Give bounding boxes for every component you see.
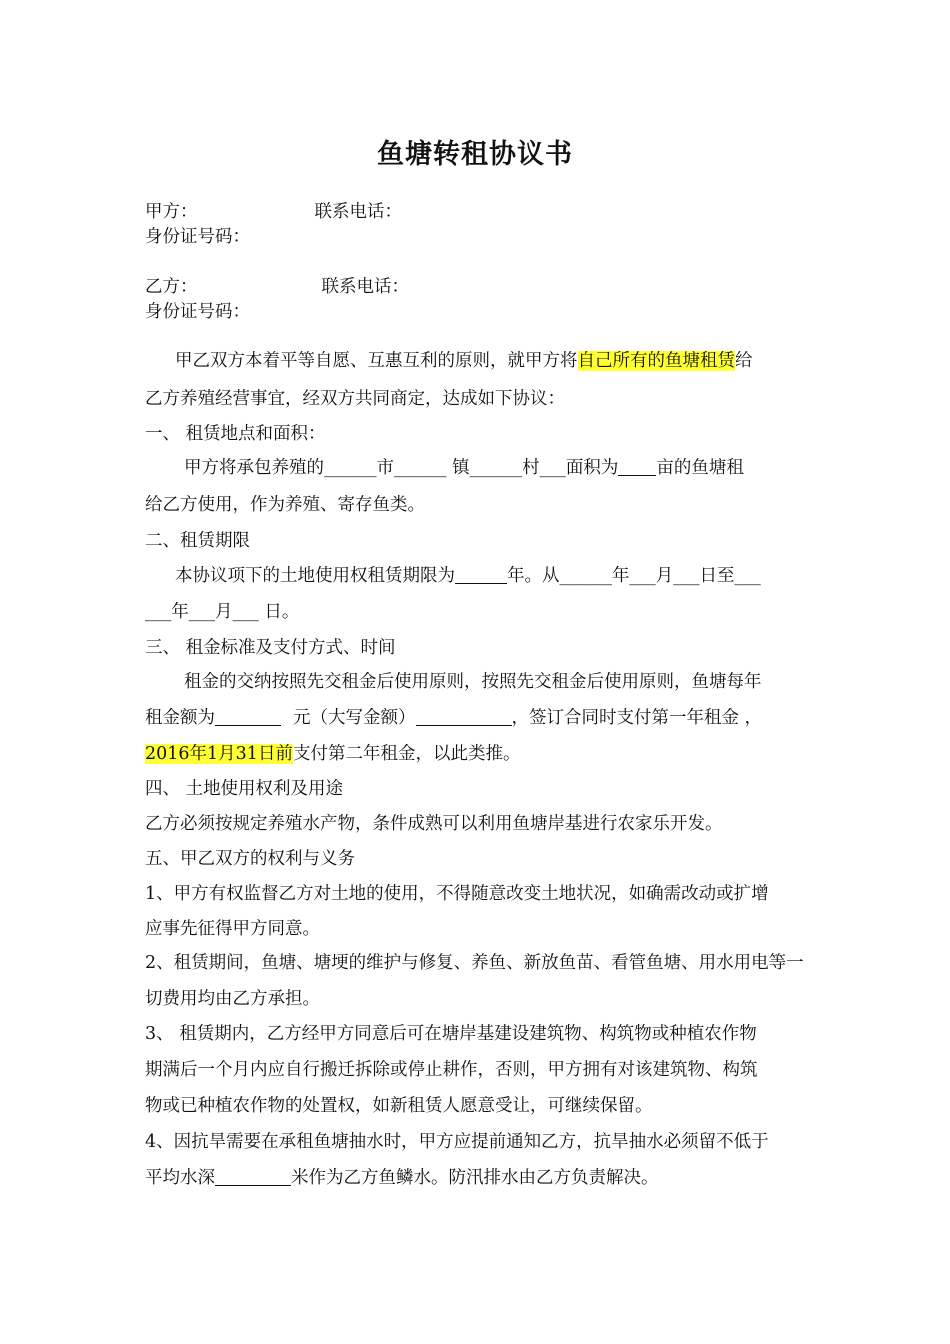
intro-line-2: 乙方养殖经营事宜，经双方共同商定，达成如下协议：: [145, 389, 565, 409]
s3-text-post: 支付第二年租金，以此类推。: [292, 744, 521, 764]
s2-text-a: 本协议项下的土地使用权租赁期限为: [175, 566, 455, 586]
s2-start-day: ___日至___: [673, 566, 761, 586]
s1-area-text: ___面积为: [539, 458, 619, 478]
section-4-line-1: 乙方必须按规定养殖水产物，条件成熟可以利用鱼塘岸基进行农家乐开发。: [145, 814, 723, 834]
section-3-line-3: [145, 742, 520, 766]
s5-item-3-line-2: 期满后一个月内应自行搬迁拆除或停止耕作，否则，甲方拥有对该建筑物、构筑: [145, 1060, 758, 1080]
s2-start-month: ___月: [629, 566, 674, 586]
s1-city-blank: ______市: [324, 458, 394, 478]
s5-water-text-post: 米作为乙方鱼鳞水。防汛排水由乙方负责解决。: [291, 1168, 659, 1188]
s1-village-blank: ______村: [469, 458, 540, 478]
s2-text-b: 年。从: [507, 566, 560, 586]
section-1-heading: 一、 租赁地点和面积：: [145, 424, 326, 444]
section-1-line-2: 给乙方使用，作为养殖、寄存鱼类。: [145, 495, 425, 515]
s3-rent-text: 租金额为: [145, 708, 215, 728]
section-5-heading: 五、甲乙双方的权利与义务: [145, 849, 355, 869]
s2-years-blank: [455, 565, 507, 584]
section-4-heading: 四、 土地使用权利及用途: [145, 779, 344, 799]
s5-item-4-line-2: [145, 1166, 659, 1190]
s5-item-2-line-1: 2、租赁期间，鱼塘、塘埂的维护与修复、养鱼、新放鱼苗、看管鱼塘、用水用电等一: [145, 953, 804, 973]
s5-water-text: 平均水深: [145, 1168, 215, 1188]
s3-rent-blank: [215, 707, 281, 726]
section-1-line-1: [184, 456, 744, 480]
s5-item-1-line-1: 1、甲方有权监督乙方对土地的使用，不得随意改变土地状况，如确需改动或扩增: [145, 884, 769, 904]
section-2-line-1: [175, 564, 761, 588]
s2-start-year: ______年: [559, 566, 630, 586]
party-b-id-label: 身份证号码：: [145, 302, 250, 322]
s1-text-a: 甲方将承包养殖的: [184, 458, 324, 478]
intro-highlight: 自己所有的鱼塘租赁: [577, 351, 735, 371]
s1-text-f: 亩的鱼塘租: [656, 458, 744, 478]
intro-text-end: 给: [735, 351, 753, 371]
s3-text-c: ，签订合同时支付第一年租金 ，: [511, 708, 763, 728]
party-b-label: 乙方：: [145, 277, 198, 297]
s5-item-2-line-2: 切费用均由乙方承担。: [145, 989, 320, 1009]
section-2-line-2: ___年___月___ 日。: [145, 602, 300, 622]
party-a-phone-label: 联系电话：: [314, 202, 402, 222]
party-a-label: 甲方：: [145, 202, 198, 222]
party-a-line: [145, 200, 402, 224]
document-title: 鱼塘转租协议书: [377, 139, 573, 170]
intro-text: 甲乙双方本着平等自愿、互惠互利的原则，就甲方将: [175, 351, 578, 371]
s3-rent-words: 元（大写金额）: [293, 708, 416, 728]
s5-item-3-line-3: 物或已种植农作物的处置权，如新租赁人愿意受让，可继续保留。: [145, 1096, 653, 1116]
party-a-id-label: 身份证号码：: [145, 227, 250, 247]
s3-date-highlight: 2016年1月31日前: [145, 744, 293, 764]
s3-rent-words-blank: [416, 707, 512, 726]
party-b-phone-label: 联系电话：: [321, 277, 409, 297]
section-3-line-2: [145, 706, 762, 730]
section-3-line-1: 租金的交纳按照先交租金后使用原则，按照先交租金后使用原则，鱼塘每年: [184, 672, 762, 692]
s5-water-depth-blank: [215, 1167, 291, 1186]
s5-item-4-line-1: 4、因抗旱需要在承租鱼塘抽水时，甲方应提前通知乙方，抗旱抽水必须留不低于: [145, 1132, 769, 1152]
s1-area-blank: [618, 457, 656, 476]
party-b-line: [145, 275, 409, 299]
section-2-heading: 二、租赁期限: [145, 531, 250, 551]
section-3-heading: 三、 租金标准及支付方式、时间: [145, 638, 396, 658]
s5-item-1-line-2: 应事先征得甲方同意。: [145, 919, 320, 939]
s1-town-blank: ______ 镇: [394, 458, 470, 478]
s5-item-3-line-1: 3、 租赁期内，乙方经甲方同意后可在塘岸基建设建筑物、构筑物或种植农作物: [145, 1024, 757, 1044]
intro-line-1: [175, 349, 753, 373]
